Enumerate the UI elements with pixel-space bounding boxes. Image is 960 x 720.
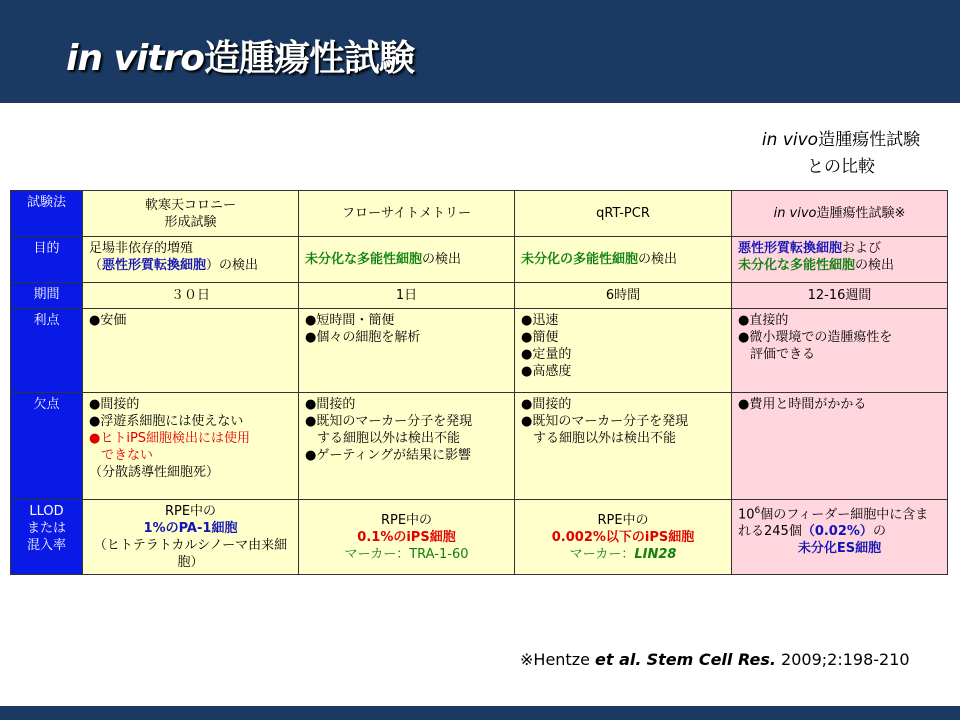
- cell-merits-2: [299, 309, 515, 393]
- header-soft-agar-l2: 形成試験: [164, 214, 217, 230]
- header-in-vivo-italic: in vivo: [773, 206, 817, 221]
- cell-llod-4: [732, 500, 948, 575]
- comparison-table: [10, 190, 948, 575]
- llod-label: LLOD: [29, 504, 64, 519]
- footer-bar: [0, 706, 960, 720]
- highlight-text: （0.02%）: [801, 524, 873, 540]
- bullet-item: ●高感度: [521, 364, 572, 379]
- bullet-item: ●短時間・簡便: [305, 313, 395, 328]
- bullet-continuation: できない: [101, 448, 154, 463]
- bullet-item: ●安価: [89, 313, 127, 328]
- marker-text: マーカー：TRA-1-60: [344, 546, 469, 562]
- cell-text: RPE中の: [164, 504, 217, 519]
- cell-text: （ヒトテラトカルシノーマ由来細胞）: [93, 538, 288, 570]
- ref-text: ※Hentze: [520, 650, 596, 669]
- table-row: [11, 237, 948, 283]
- highlight-text: 未分化の多能性細胞: [521, 252, 639, 267]
- cell-purpose-4: [732, 237, 948, 283]
- cell-llod-1: [83, 500, 299, 575]
- cell-period-4: 12-16週間: [732, 283, 948, 309]
- marker-gene: LIN28: [634, 546, 677, 562]
- cell-text: （: [89, 258, 103, 273]
- row-header-demerits: 欠点: [11, 393, 83, 500]
- cell-period-3: 6時間: [515, 283, 732, 309]
- cell-text: 足場非依存的増殖: [89, 241, 194, 256]
- cell-text: の検出: [422, 252, 462, 267]
- cell-demerits-4: [732, 393, 948, 500]
- row-header-llod: [11, 500, 83, 575]
- llod-label: 混入率: [26, 538, 66, 553]
- highlight-text: 0.1%のiPS細胞: [357, 529, 456, 545]
- bullet-item: ●既知のマーカー分子を発現: [521, 414, 689, 429]
- cell-llod-3: [515, 500, 732, 575]
- cell-text: の検出: [638, 252, 678, 267]
- header-qrt-pcr: qRT-PCR: [515, 191, 732, 237]
- header-in-vivo-rest: 造腫瘍性試験※: [816, 206, 906, 221]
- cell-text: ）の検出: [206, 258, 259, 273]
- superscript: 6: [754, 506, 761, 516]
- highlight-text: 0.002%以下のiPS細胞: [551, 529, 695, 545]
- reference-citation: [520, 650, 910, 669]
- comparison-caption: [716, 127, 960, 181]
- llod-label: または: [26, 521, 66, 536]
- cell-demerits-3: [515, 393, 732, 500]
- cell-text: （分散誘導性細胞死）: [89, 465, 220, 480]
- row-header-merits: 利点: [11, 309, 83, 393]
- title-italic: in vitro: [66, 38, 205, 79]
- cell-text: RPE中の: [380, 512, 433, 528]
- bullet-continuation: 評価できる: [750, 347, 816, 362]
- row-header-period: 期間: [11, 283, 83, 309]
- highlight-text: 悪性形質転換細胞: [738, 241, 843, 256]
- bullet-continuation: する細胞以外は検出不能: [533, 431, 677, 446]
- cell-text: の検出: [855, 258, 895, 273]
- bullet-item: ●迅速: [521, 313, 559, 328]
- header-flow-cytometry: フローサイトメトリー: [299, 191, 515, 237]
- highlight-text: 未分化な多能性細胞: [738, 258, 856, 273]
- cell-period-2: 1日: [299, 283, 515, 309]
- ref-journal: Stem Cell Res.: [646, 650, 776, 669]
- cell-text: 個のフィーダー細胞中に含ま: [760, 507, 929, 523]
- header-soft-agar-l1: 軟寒天コロニー: [144, 197, 236, 213]
- cell-demerits-1: [83, 393, 299, 500]
- header-in-vivo: [732, 191, 948, 237]
- bullet-item: ●簡便: [521, 330, 559, 345]
- bullet-item: ●浮遊系細胞には使えない: [89, 414, 244, 429]
- cell-merits-3: [515, 309, 732, 393]
- highlight-text: 悪性形質転換細胞: [102, 258, 207, 273]
- caption-line2: との比較: [807, 157, 875, 177]
- table-row: [11, 393, 948, 500]
- bullet-item-warning: ●ヒトiPS細胞検出には使用: [89, 431, 251, 446]
- header-soft-agar: [83, 191, 299, 237]
- ref-etal: et al.: [595, 650, 642, 669]
- slide-title: [66, 30, 414, 81]
- bullet-item: ●ゲーティングが結果に影響: [305, 448, 472, 463]
- cell-demerits-2: [299, 393, 515, 500]
- cell-text: および: [842, 241, 882, 256]
- cell-purpose-2: [299, 237, 515, 283]
- table-row: [11, 283, 948, 309]
- caption-rest: 造腫瘍性試験: [818, 130, 921, 150]
- marker-text: マーカー：: [569, 546, 635, 562]
- row-header-method: 試験法: [11, 191, 83, 237]
- cell-purpose-1: [83, 237, 299, 283]
- highlight-text: 未分化な多能性細胞: [305, 252, 423, 267]
- cell-text: RPE中の: [597, 512, 649, 528]
- bullet-item: ●間接的: [521, 397, 572, 412]
- bullet-item: ●直接的: [738, 313, 789, 328]
- bullet-item: ●費用と時間がかかる: [738, 397, 867, 412]
- bullet-item: ●既知のマーカー分子を発現: [305, 414, 473, 429]
- cell-purpose-3: [515, 237, 732, 283]
- cell-merits-1: [83, 309, 299, 393]
- table-row: [11, 500, 948, 575]
- cell-text: 10: [738, 507, 755, 523]
- table-row: [11, 191, 948, 237]
- bullet-continuation: する細胞以外は検出不能: [317, 431, 461, 446]
- cell-text: れる245個: [738, 524, 802, 540]
- table-row: [11, 309, 948, 393]
- cell-merits-4: [732, 309, 948, 393]
- highlight-text: 未分化ES細胞: [797, 541, 882, 557]
- bullet-item: ●微小環境での造腫瘍性を: [738, 330, 893, 345]
- bullet-item: ●間接的: [305, 397, 356, 412]
- cell-text: の: [872, 524, 886, 540]
- bullet-item: ●個々の細胞を解析: [305, 330, 421, 345]
- highlight-text: 1%のPA-1細胞: [143, 521, 238, 536]
- caption-italic: in vivo: [761, 130, 819, 150]
- ref-text: 2009;2:198-210: [775, 650, 910, 669]
- title-text: 造腫瘍性試験: [204, 38, 415, 79]
- row-header-purpose: 目的: [11, 237, 83, 283]
- cell-llod-2: [299, 500, 515, 575]
- bullet-item: ●間接的: [89, 397, 140, 412]
- cell-period-1: ３０日: [83, 283, 299, 309]
- bullet-item: ●定量的: [521, 347, 572, 362]
